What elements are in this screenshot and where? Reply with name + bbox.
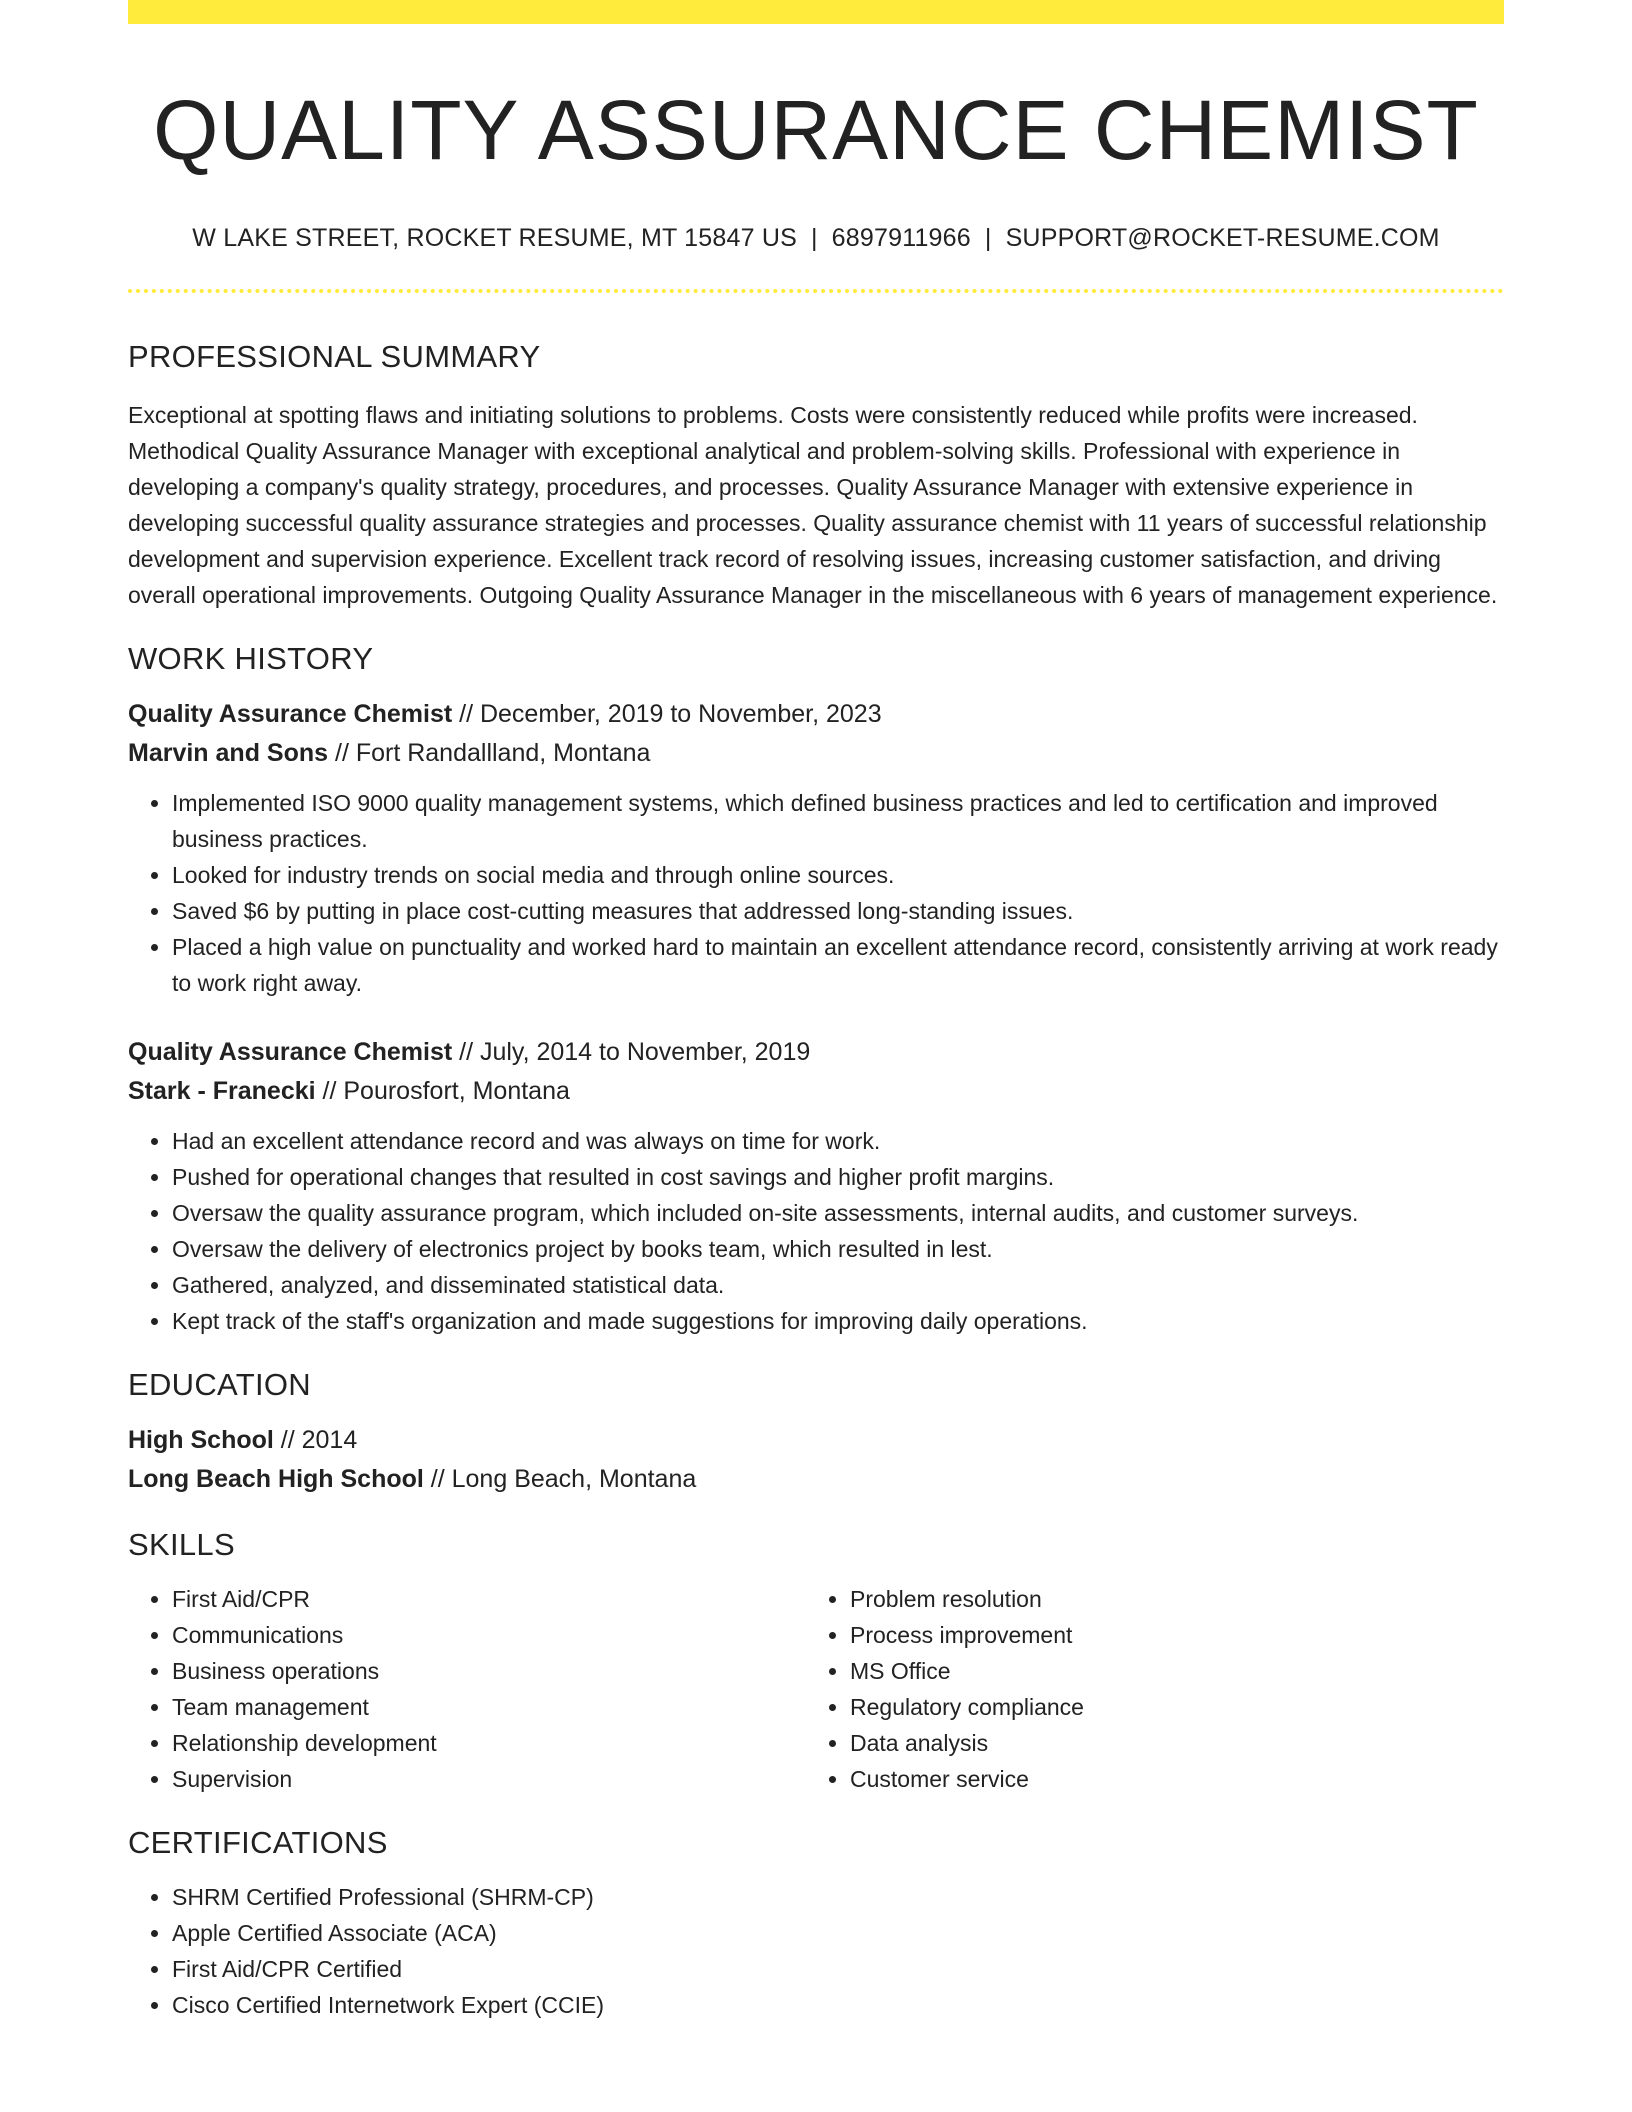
skills-list xyxy=(806,1581,1484,1797)
summary-text: Exceptional at spotting flaws and initiating solutions to problems. Costs were consistently reduced while profits were increased. Methodical Quality Assurance Manager with exceptional analytical and problem-solving skills. Professional with experience in developing a company's quality strategy, procedures, and processes. Quality Assurance Manager with extensive experience in developing successful quality assurance strategies and processes. Quality assurance chemist with 11 years of successful relationship development and supervision experience. Excellent track record of resolving issues, increasing customer satisfaction, and driving overall operational improvements. Outgoing Quality Assurance Manager in the miscellaneous with 6 years of management experience. xyxy=(128,402,1498,609)
contact-email: SUPPORT@ROCKET-RESUME.COM xyxy=(1005,224,1440,253)
education-degree: High School xyxy=(128,1426,274,1455)
certification-item: • Apple Certified Associate (ACA) xyxy=(172,1915,1504,1951)
list-item: • Oversaw the delivery of electronics project by books team, which resulted in lest. xyxy=(172,1231,1504,1267)
job-location: // Pourosfort, Montana xyxy=(315,1077,570,1106)
contact-phone: 6897911966 xyxy=(831,224,971,253)
education-entry xyxy=(128,1421,1504,1499)
education-heading: EDUCATION xyxy=(128,1367,311,1403)
list-item: • Oversaw the quality assurance program, which included on-site assessments, internal audits, and customer surveys. xyxy=(172,1195,1504,1231)
contact-separator: | xyxy=(810,224,818,253)
list-item: • Gathered, analyzed, and disseminated statistical data. xyxy=(172,1267,1504,1303)
contact-address: W LAKE STREET, ROCKET RESUME, MT 15847 US xyxy=(192,224,797,253)
work-history-heading: WORK HISTORY xyxy=(128,641,374,677)
certification-item: • First Aid/CPR Certified xyxy=(172,1951,1504,1987)
education-school-line xyxy=(128,1460,1504,1499)
list-item: • Saved $6 by putting in place cost-cutting measures that addressed long-standing issues. xyxy=(172,893,1504,929)
list-item: • Implemented ISO 9000 quality management systems, which defined business practices and led to certification and improved business practices. xyxy=(172,785,1504,857)
skill-item: • MS Office xyxy=(850,1653,1484,1689)
education-location: // Long Beach, Montana xyxy=(423,1465,697,1494)
education-year: // 2014 xyxy=(273,1426,358,1455)
job-company: Marvin and Sons xyxy=(128,739,329,768)
job-entry xyxy=(128,695,1504,1001)
list-item: • Looked for industry trends on social media and through online sources. xyxy=(172,857,1504,893)
contact-separator: | xyxy=(984,224,992,253)
skill-item: • Customer service xyxy=(850,1761,1484,1797)
certification-item: • Cisco Certified Internetwork Expert (CCIE) xyxy=(172,1987,1504,2023)
job-company: Stark - Franecki xyxy=(128,1077,316,1106)
skill-item: • Regulatory compliance xyxy=(850,1689,1484,1725)
skills-heading: SKILLS xyxy=(128,1527,235,1563)
skills-column-right xyxy=(806,1581,1484,1797)
list-item: • Pushed for operational changes that resulted in cost savings and higher profit margins. xyxy=(172,1159,1504,1195)
job-bullets xyxy=(128,785,1504,1001)
job-role: Quality Assurance Chemist xyxy=(128,1038,453,1067)
skill-item: • Team management xyxy=(172,1689,806,1725)
skill-item: • Problem resolution xyxy=(850,1581,1484,1617)
job-entry xyxy=(128,1033,1504,1339)
job-dates: // July, 2014 to November, 2019 xyxy=(452,1038,811,1067)
top-accent-bar xyxy=(128,0,1504,24)
dotted-divider xyxy=(128,289,1504,293)
certifications-list xyxy=(128,1879,1504,2023)
list-item: • Placed a high value on punctuality and worked hard to maintain an excellent attendance record, consistently arriving at work ready to work right away. xyxy=(172,929,1504,1001)
skill-item: • Supervision xyxy=(172,1761,806,1797)
summary-heading: PROFESSIONAL SUMMARY xyxy=(128,339,541,375)
list-item: • Kept track of the staff's organization and made suggestions for improving daily operations. xyxy=(172,1303,1504,1339)
list-item: • Had an excellent attendance record and was always on time for work. xyxy=(172,1123,1504,1159)
job-role: Quality Assurance Chemist xyxy=(128,700,453,729)
skill-item: • Business operations xyxy=(172,1653,806,1689)
skill-item: • Communications xyxy=(172,1617,806,1653)
skill-item: • Relationship development xyxy=(172,1725,806,1761)
skill-item: • First Aid/CPR xyxy=(172,1581,806,1617)
skill-item: • Data analysis xyxy=(850,1725,1484,1761)
skills-grid xyxy=(128,1581,1504,1797)
resume-name: QUALITY ASSURANCE CHEMIST xyxy=(153,83,1479,177)
certifications-heading: CERTIFICATIONS xyxy=(128,1825,388,1861)
job-bullets xyxy=(128,1123,1504,1339)
job-dates: // December, 2019 to November, 2023 xyxy=(452,700,882,729)
job-company-line xyxy=(128,734,1504,773)
education-degree-line xyxy=(128,1421,1504,1460)
job-title-line xyxy=(128,1033,1504,1072)
skills-column-left xyxy=(128,1581,806,1797)
contact-line xyxy=(128,224,1504,253)
skill-item: • Process improvement xyxy=(850,1617,1484,1653)
certification-item: • SHRM Certified Professional (SHRM-CP) xyxy=(172,1879,1504,1915)
skills-list xyxy=(128,1581,806,1797)
education-school: Long Beach High School xyxy=(128,1465,424,1494)
resume-page xyxy=(128,0,1504,2023)
job-company-line xyxy=(128,1072,1504,1111)
job-location: // Fort Randallland, Montana xyxy=(328,739,651,768)
job-title-line xyxy=(128,695,1504,734)
